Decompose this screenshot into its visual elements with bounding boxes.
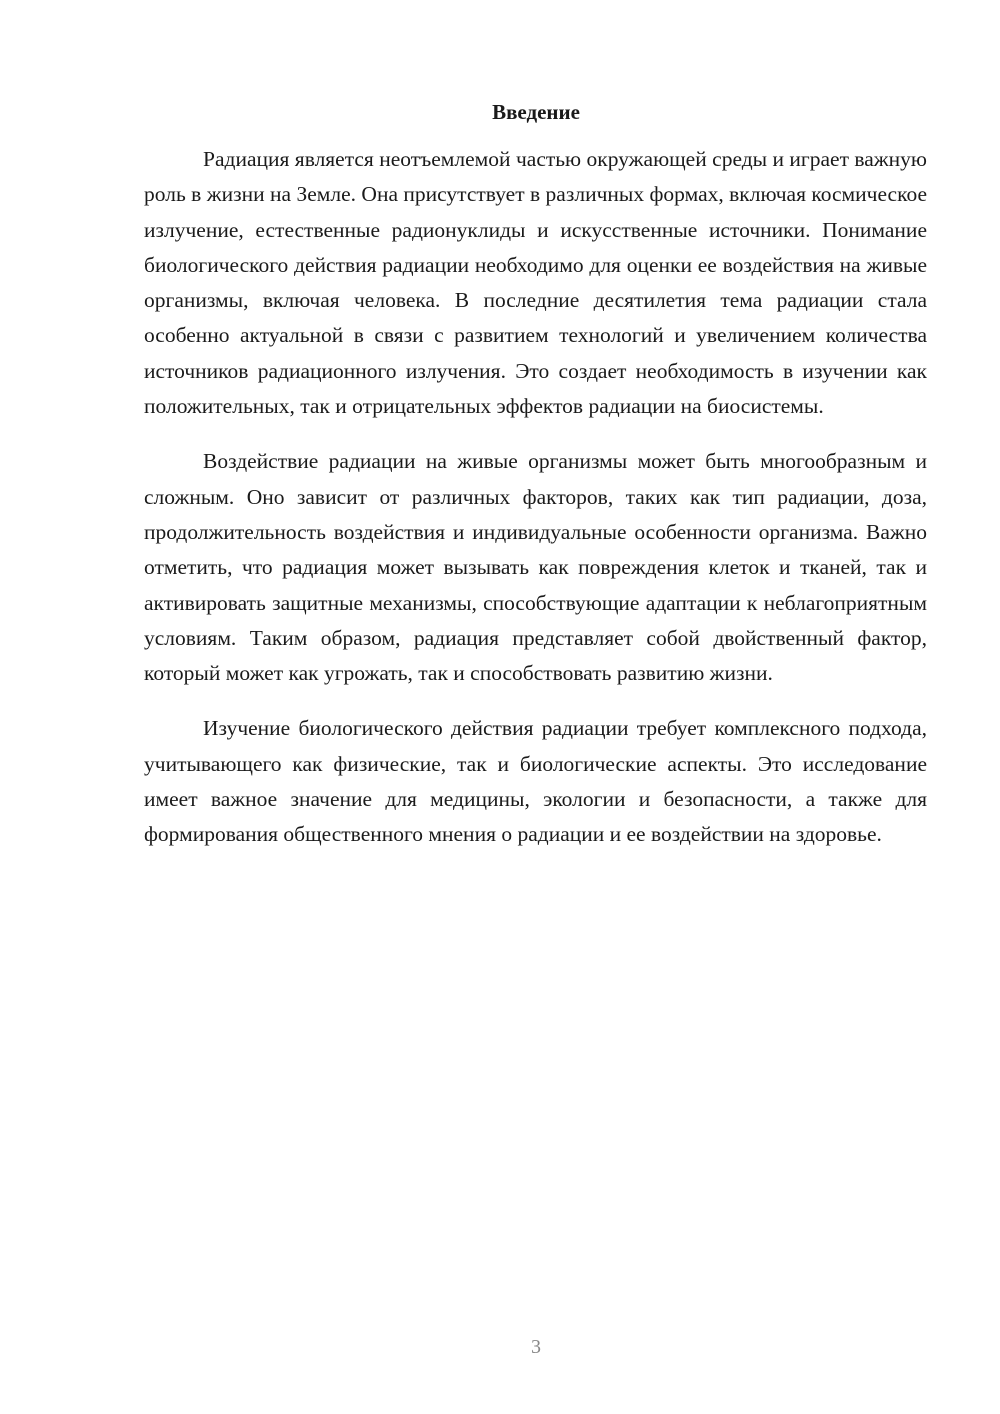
page-number: 3: [531, 1336, 541, 1358]
paragraph-1: Радиация является неотъемлемой частью окружающей среды и играет важную роль в жизни на Земле. Она присутствует в различных формах, включая космическое излучение, естественные радионуклиды и искусственные источники. Понимание биологического действия радиации необходимо для оценки ее воздействия на живые организмы, включая человека. В последние десятилетия тема радиации стала особенно актуальной в связи с развитием технологий и увеличением количества источников радиационного излучения. Это создает необходимость в изучении как положительных, так и отрицательных эффектов радиации на биосистемы.: [144, 147, 927, 419]
section-heading: Введение: [492, 100, 580, 124]
paragraph-2: Воздействие радиации на живые организмы может быть многообразным и сложным. Оно зависит от различных факторов, таких как тип радиации, доза, продолжительность воздействия и индивидуальные особенности организма. Важно отметить, что радиация может вызывать как повреждения клеток и тканей, так и активировать защитные механизмы, способствующие адаптации к неблагоприятным условиям. Таким образом, радиация представляет собой двойственный фактор, который может как угрожать, так и способствовать развитию жизни.: [144, 449, 927, 686]
body-text: [144, 142, 927, 873]
paragraph-3: Изучение биологического действия радиации требует комплексного подхода, учитывающего как физические, так и биологические аспекты. Это исследование имеет важное значение для медицины, экологии и безопасности, а также для формирования общественного мнения о радиации и ее воздействии на здоровье.: [144, 716, 927, 847]
